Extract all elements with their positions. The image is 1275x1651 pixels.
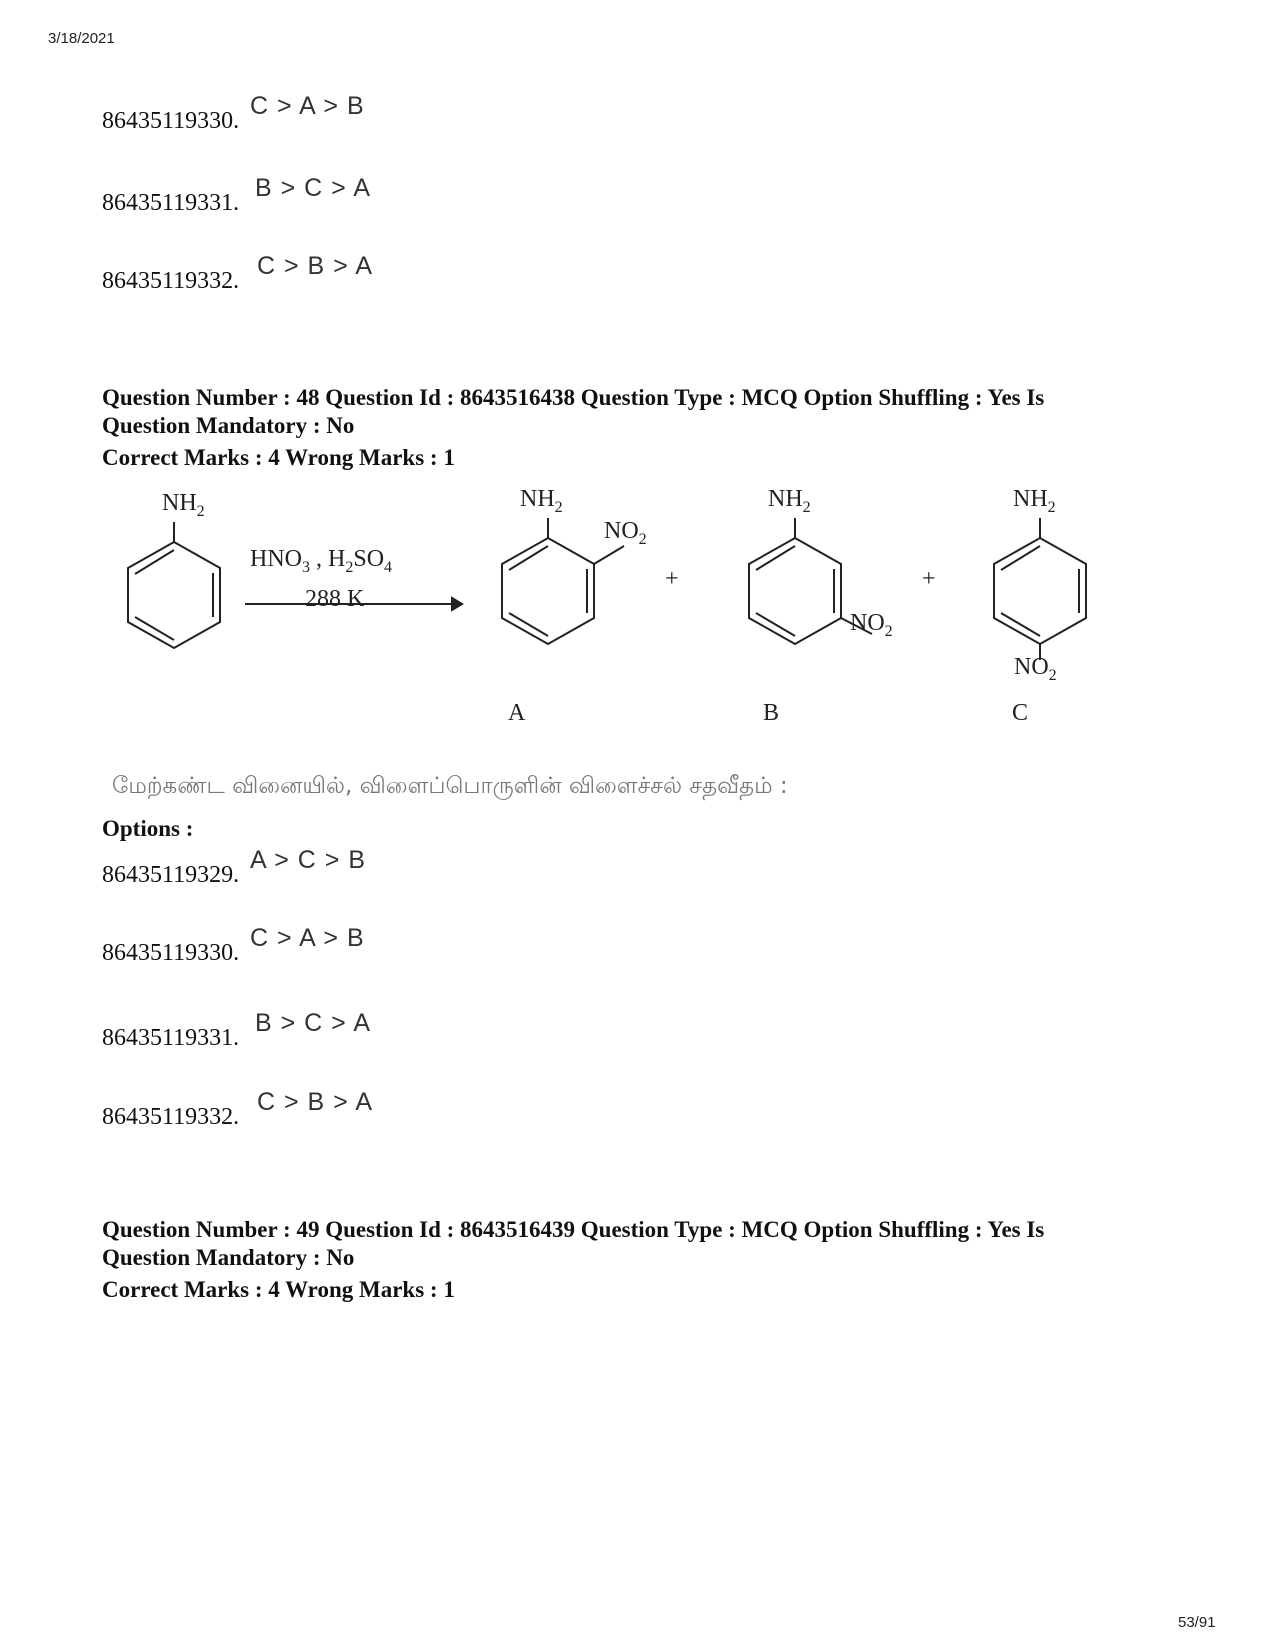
reagent-label: $HNO_3$ , $H_2SO_4$ — [250, 546, 393, 576]
nh2-label: $NH_2$ — [520, 490, 563, 516]
nh2-label: $NH_2$ — [162, 490, 205, 520]
no2-label: $NO_2$ — [1014, 654, 1057, 684]
option-answer: C > A > B — [250, 924, 365, 952]
option-row — [102, 252, 374, 295]
temperature-label: 288 K — [305, 586, 365, 612]
question-text: மேற்கண்ட வினையில், விளைப்பொருளின் விளைச்சல் சதவீதம் : — [112, 773, 788, 799]
question-mandatory-line: Question Mandatory : No — [102, 1245, 355, 1270]
reaction-scheme — [100, 490, 1120, 740]
product-a-label: A — [508, 700, 526, 726]
option-row — [102, 846, 367, 889]
nh2-label: $NH_2$ — [768, 490, 811, 516]
option-id: 86435119329. — [102, 862, 240, 888]
option-id: 86435119331. — [102, 190, 240, 216]
option-id: 86435119332. — [102, 1104, 240, 1130]
option-id: 86435119330. — [102, 108, 240, 134]
option-row — [102, 174, 372, 217]
option-answer: C > A > B — [250, 92, 365, 120]
question-marks-line: Correct Marks : 4 Wrong Marks : 1 — [102, 445, 455, 470]
no2-label: $NO_2$ — [604, 518, 647, 548]
product-c-label: C — [1012, 700, 1029, 726]
option-id: 86435119332. — [102, 268, 240, 294]
option-answer: C > B > A — [257, 1088, 374, 1116]
option-row — [102, 92, 365, 135]
option-row — [102, 924, 365, 967]
options-label: Options : — [102, 816, 194, 841]
plus-sign: + — [665, 566, 679, 592]
question-mandatory-line: Question Mandatory : No — [102, 413, 355, 438]
option-id: 86435119331. — [102, 1025, 240, 1051]
question-meta-line: Question Number : 49 Question Id : 8643516439 Question Type : MCQ Option Shuffling : Yes Is — [102, 1217, 1045, 1242]
page-number: 53/91 — [1178, 1614, 1216, 1631]
no2-label: $NO_2$ — [850, 610, 893, 640]
option-row — [102, 1088, 374, 1131]
nh2-label: $NH_2$ — [1013, 490, 1056, 516]
option-answer: C > B > A — [257, 252, 374, 280]
option-row — [102, 1009, 372, 1052]
option-answer: A > C > B — [250, 846, 367, 874]
product-b-label: B — [763, 700, 780, 726]
question-marks-line: Correct Marks : 4 Wrong Marks : 1 — [102, 1277, 455, 1302]
question-49-header — [102, 1216, 1044, 1304]
option-answer: B > C > A — [255, 1009, 372, 1037]
question-48-header — [102, 384, 1044, 472]
question-meta-line: Question Number : 48 Question Id : 8643516438 Question Type : MCQ Option Shuffling : Yes Is — [102, 385, 1045, 410]
plus-sign: + — [922, 566, 936, 592]
print-date: 3/18/2021 — [48, 30, 115, 47]
option-answer: B > C > A — [255, 174, 372, 202]
option-id: 86435119330. — [102, 940, 240, 966]
